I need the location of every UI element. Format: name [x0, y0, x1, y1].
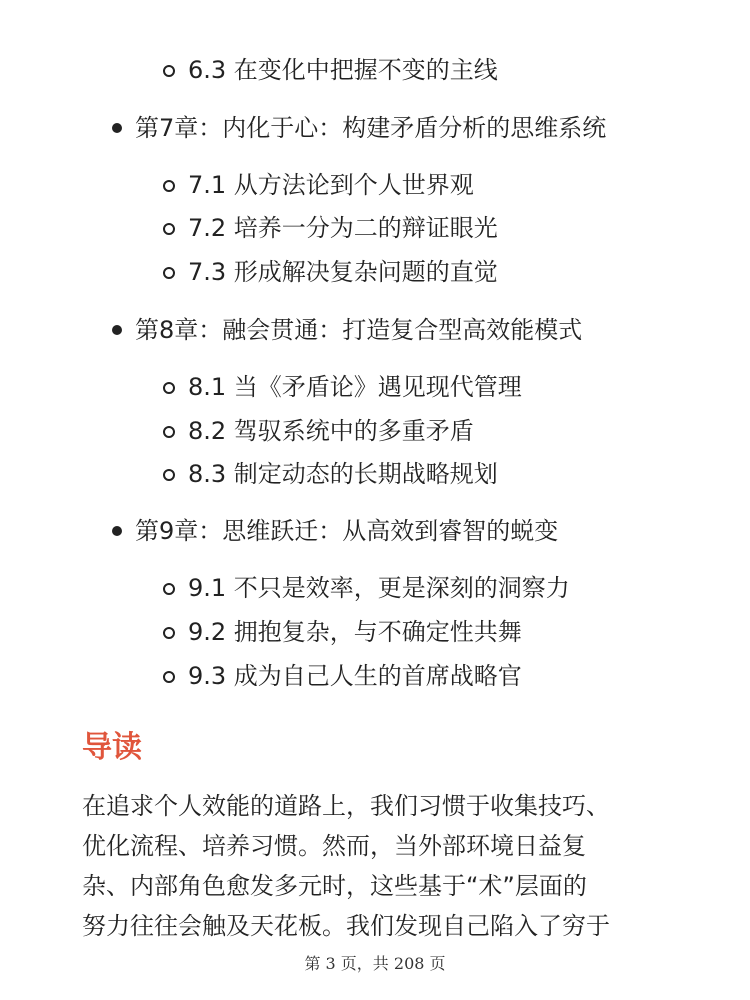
- toc-chapter-8: 第8章：融会贯通：打造复合型高效能模式: [135, 316, 583, 344]
- intro-line: 努力往往会触及天花板。我们发现自己陷入了穷于: [82, 912, 610, 940]
- toc-item-7-1: 7.1 从方法论到个人世界观: [188, 171, 474, 199]
- toc-item-8-1: 8.1 当《矛盾论》遇见现代管理: [188, 373, 522, 401]
- toc-item-9-1: 9.1 不只是效率，更是深刻的洞察力: [188, 574, 570, 602]
- toc-item-9-3: 9.3 成为自己人生的首席战略官: [188, 662, 522, 690]
- toc-item-6-3: 6.3 在变化中把握不变的主线: [188, 56, 498, 84]
- intro-line: 优化流程、培养习惯。然而，当外部环境日益复: [82, 832, 586, 860]
- toc-item-9-2: 9.2 拥抱复杂，与不确定性共舞: [188, 618, 522, 646]
- toc-item-8-2: 8.2 驾驭系统中的多重矛盾: [188, 417, 474, 445]
- intro-paragraph: [82, 786, 682, 946]
- toc-item-7-2: 7.2 培养一分为二的辩证眼光: [188, 214, 498, 242]
- intro-line: 杂、内部角色愈发多元时，这些基于“术”层面的: [82, 872, 587, 900]
- intro-heading: 导读: [82, 730, 142, 765]
- page-number-footer: 第 3 页，共 208 页: [304, 954, 446, 973]
- toc-chapter-7: 第7章：内化于心：构建矛盾分析的思维系统: [135, 114, 607, 142]
- toc-item-7-3: 7.3 形成解决复杂问题的直觉: [188, 258, 498, 286]
- toc-item-8-3: 8.3 制定动态的长期战略规划: [188, 460, 498, 488]
- toc-chapter-9: 第9章：思维跃迁：从高效到睿智的蜕变: [135, 517, 559, 545]
- intro-line: 在追求个人效能的道路上，我们习惯于收集技巧、: [82, 792, 610, 820]
